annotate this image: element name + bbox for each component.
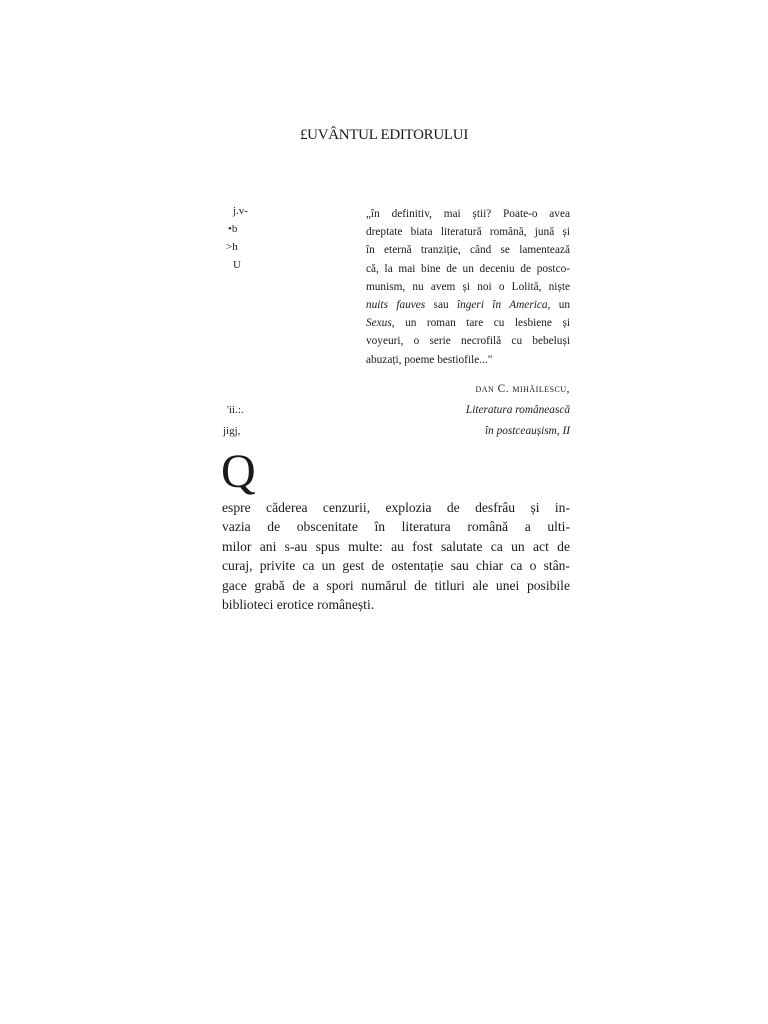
quote-line: că, la mai bine de un deceniu de postco- <box>366 262 570 275</box>
body-line: curaj, privite ca un gest de ostentație sau chiar ca o stân- <box>222 558 570 574</box>
quote-line: dreptate biata literatură română, jună și <box>366 226 570 239</box>
page-heading: £UVÂNTUL EDITORULUI <box>299 127 469 143</box>
quote-text: un <box>550 299 570 312</box>
quote-line: abuzați, poeme bestiofile..." <box>366 353 493 366</box>
quote-line: „în definitiv, mai știi? Poate-o avea <box>366 208 570 220</box>
quote-line <box>366 296 570 314</box>
quote-line: în eternă tranziție, când se lamentează <box>366 244 570 257</box>
quote-source-title: în postceaușism, II <box>484 425 570 437</box>
quote-line: voyeuri, o serie necrofilă cu bebeluși <box>366 335 570 348</box>
quote-italic-title: nuits fauves <box>366 299 426 312</box>
margin-mark: •b <box>228 223 238 235</box>
drop-cap: Q <box>221 445 256 498</box>
margin-mark: 'ii.:. <box>227 404 244 416</box>
body-line: espre căderea cenzurii, explozia de desfrâu și in- <box>222 500 570 515</box>
epigraph-quote <box>366 205 570 369</box>
margin-mark: jigj, <box>223 425 241 437</box>
body-line: milor ani s-au spus multe: au fost salutate ca un act de <box>222 538 570 554</box>
quote-text: sau <box>425 299 457 312</box>
quote-text: un roman tare cu lesbiene și <box>394 317 570 330</box>
body-line: gace grabă de a spori numărul de titluri ale unei posibile <box>222 577 570 593</box>
body-line: vazia de obscenitate în literatura română a ulti- <box>222 519 570 535</box>
quote-line <box>366 314 570 332</box>
margin-mark: >h <box>226 241 238 253</box>
quote-line: munism, nu avem și noi o Lolită, niște <box>366 280 570 293</box>
margin-mark: U <box>233 259 241 271</box>
quote-italic-title: îngeri în America, <box>456 299 551 312</box>
quote-author: dan C. mihăilescu, <box>475 383 570 395</box>
margin-mark: j.v- <box>233 205 248 217</box>
quote-italic-title: Sexus, <box>366 317 395 330</box>
body-line: biblioteci erotice românești. <box>222 597 375 613</box>
quote-source-title: Literatura românească <box>465 404 570 416</box>
body-paragraph <box>222 498 570 614</box>
